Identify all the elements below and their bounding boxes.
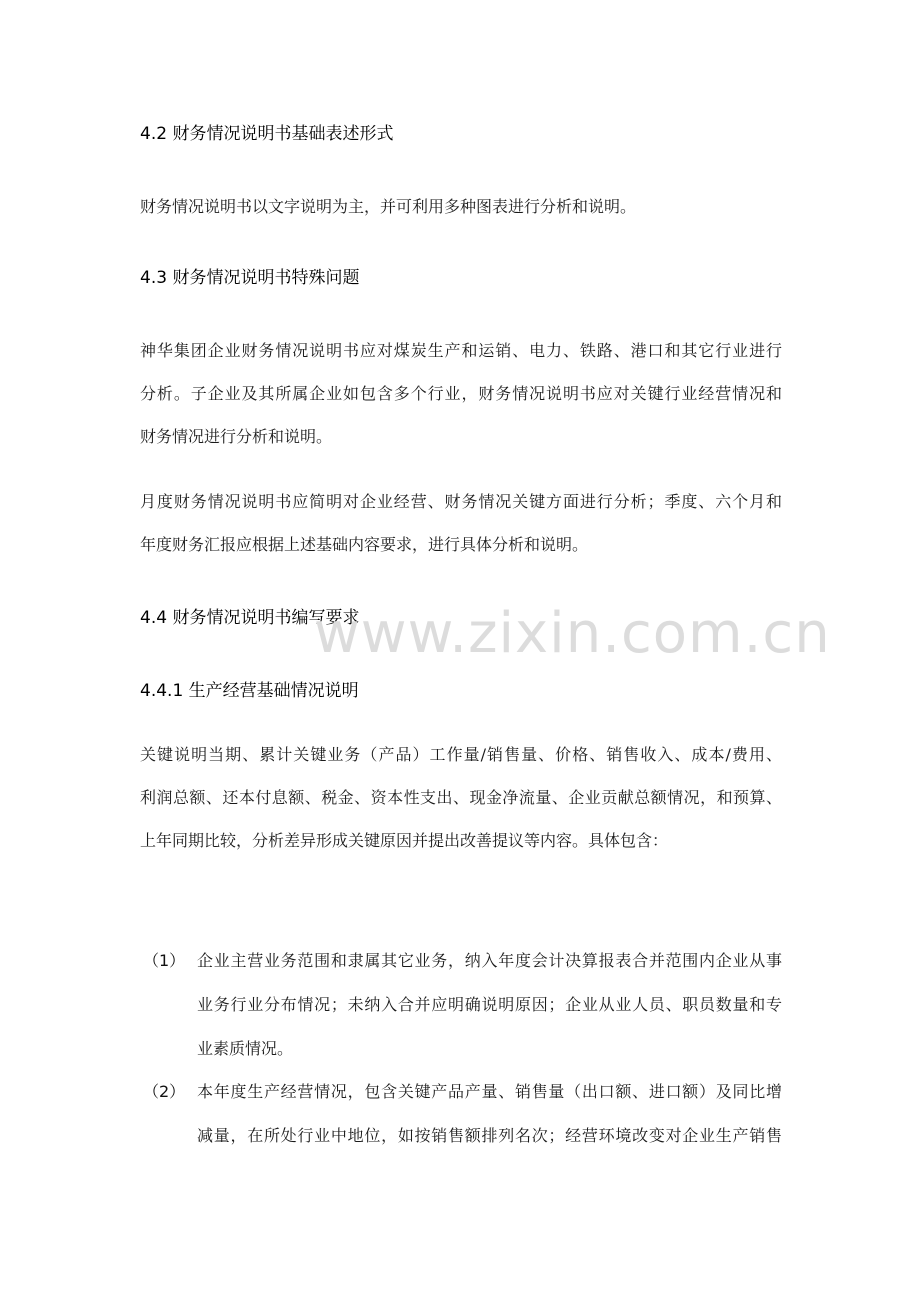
paragraph-line: 关键说明当期、累计关键业务（产品）工作量/销售量、价格、销售收入、成本/费用、 bbox=[140, 745, 782, 764]
paragraph-line: 财务情况说明书以文字说明为主，并可利用多种图表进行分析和说明。 bbox=[140, 197, 637, 216]
list-item-number: （1） bbox=[143, 951, 186, 970]
paragraph-line: 上年同期比较，分析差异形成关键原因并提出改善提议等内容。具体包含： bbox=[140, 831, 669, 850]
list-item-line: 业务行业分布情况；未纳入合并应明确说明原因；企业从业人员、职员数量和专 bbox=[197, 995, 782, 1014]
watermark-text: www.zixin.com.cn bbox=[314, 601, 831, 666]
list-item-line: 本年度生产经营情况，包含关键产品产量、销售量（出口额、进口额）及同比增 bbox=[197, 1082, 782, 1101]
paragraph-line: 财务情况进行分析和说明。 bbox=[140, 427, 333, 446]
list-item-number: （2） bbox=[143, 1082, 186, 1101]
section-heading-4-2: 4.2 财务情况说明书基础表述形式 bbox=[140, 124, 394, 144]
list-item-line: 业素质情况。 bbox=[197, 1039, 294, 1058]
section-heading-4-3: 4.3 财务情况说明书特殊问题 bbox=[140, 268, 360, 288]
section-heading-4-4-1: 4.4.1 生产经营基础情况说明 bbox=[140, 681, 359, 701]
paragraph-line: 分析。子企业及其所属企业如包含多个行业，财务情况说明书应对关键行业经营情况和 bbox=[140, 384, 782, 403]
paragraph-line: 年度财务汇报应根据上述基础内容要求，进行具体分析和说明。 bbox=[140, 535, 589, 554]
list-item-line: 减量，在所处行业中地位，如按销售额排列名次；经营环境改变对企业生产销售 bbox=[197, 1126, 782, 1145]
list-item-line: 企业主营业务范围和隶属其它业务，纳入年度会计决算报表合并范围内企业从事 bbox=[197, 951, 782, 970]
paragraph-line: 月度财务情况说明书应简明对企业经营、财务情况关键方面进行分析；季度、六个月和 bbox=[140, 492, 782, 511]
paragraph-line: 神华集团企业财务情况说明书应对煤炭生产和运销、电力、铁路、港口和其它行业进行 bbox=[140, 341, 782, 360]
section-heading-4-4: 4.4 财务情况说明书编写要求 bbox=[140, 608, 360, 628]
paragraph-line: 利润总额、还本付息额、税金、资本性支出、现金净流量、企业贡献总额情况，和预算、 bbox=[140, 788, 782, 807]
